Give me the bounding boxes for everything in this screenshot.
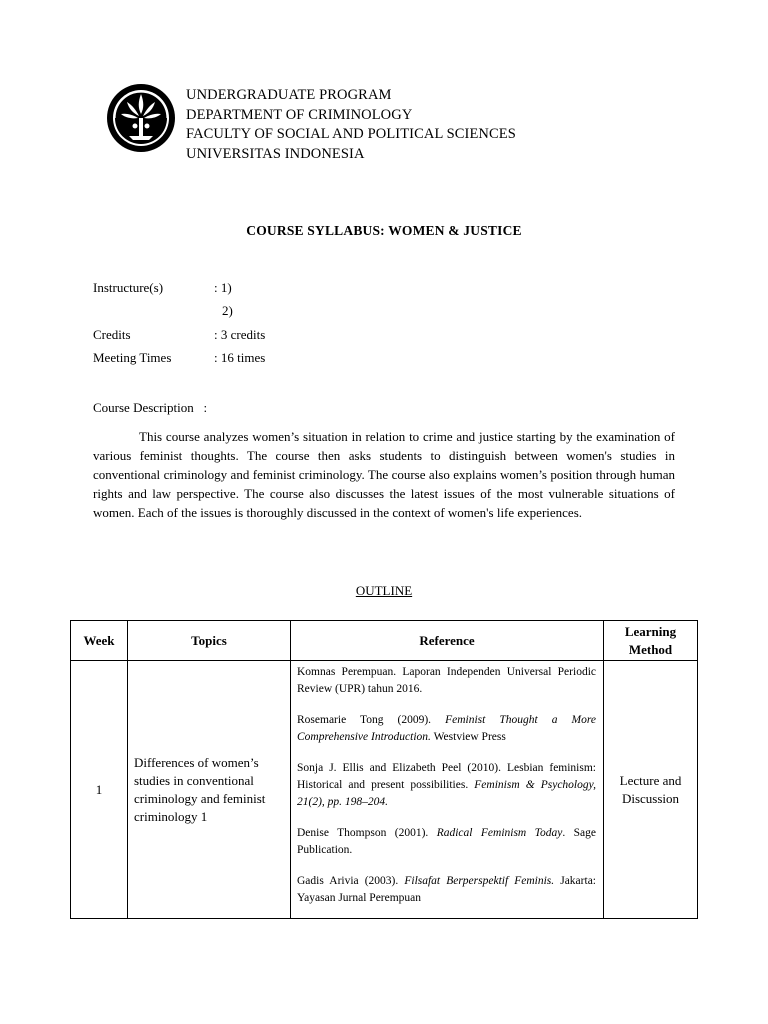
course-description-label: Course Description : [93,400,208,415]
table-row [71,661,698,919]
instructors-label: Instructure(s) [93,280,164,295]
learning-method-cell [604,661,698,919]
university-name: UNIVERSITAS INDONESIA [186,145,365,162]
column-header-reference: Reference [291,621,604,661]
credits-label: Credits [93,327,131,342]
column-header-topics: Topics [128,621,291,661]
instructors-value-2: 2) [222,303,233,318]
credits-value: : 3 credits [214,327,266,342]
course-description-text: This course analyzes women’s situation in relation to crime and justice starting by the examination of various feminist thoughts. The course then asks students to distinguish between women's studies in conventional criminology and feminist criminology. The course also explains women’s position through human rights and law perspective. The course also discusses the latest issues of the most vulnerable situations of women. Each of the issues is thoroughly discussed in the context of women's life experiences. [93,429,675,520]
reference-item: Komnas Perempuan. Laporan Independen Universal Periodic Review (UPR) tahun 2016. [297,666,596,695]
method-line-2: Discussion [621,790,680,806]
topic-cell: Differences of women’s studies in conventional criminology and feminist criminology 1 [128,661,291,919]
column-header-learning-method [604,621,698,661]
institution-header [186,86,516,164]
university-seal-icon [105,82,177,154]
week-cell: 1 [71,661,128,919]
reference-cell [291,661,604,919]
method-line-1: Lecture and [619,772,682,788]
instructors-value-1: : 1) [214,280,232,295]
table-header-row [71,621,698,661]
outline-table [70,620,698,919]
faculty-name: FACULTY OF SOCIAL AND POLITICAL SCIENCES [186,126,516,143]
reference-item: Gadis Arivia (2003). Filsafat Berperspektif Feminis. Jakarta: Yayasan Jurnal Perempuan [297,875,596,904]
reference-item: Rosemarie Tong (2009). Feminist Thought a More Comprehensive Introduction. Westview Press [297,714,596,743]
column-header-week: Week [71,621,128,661]
outline-heading: OUTLINE [355,583,413,598]
learning-method-line-1: Learning [624,623,677,639]
meeting-times-label: Meeting Times [93,350,172,365]
page-title: COURSE SYLLABUS: WOMEN & JUSTICE [246,223,522,238]
reference-item: Sonja J. Ellis and Elizabeth Peel (2010). Lesbian feminism: Historical and present possibilities. Feminism & Psychology, 21(2), pp. 198–204. [297,762,596,808]
reference-item: Denise Thompson (2001). Radical Feminism Today. Sage Publication. [297,827,596,856]
meeting-times-value: : 16 times [214,350,266,365]
program-name: UNDERGRADUATE PROGRAM [186,87,392,103]
department-name: DEPARTMENT OF CRIMINOLOGY [186,106,413,123]
learning-method-line-2: Method [628,641,673,657]
